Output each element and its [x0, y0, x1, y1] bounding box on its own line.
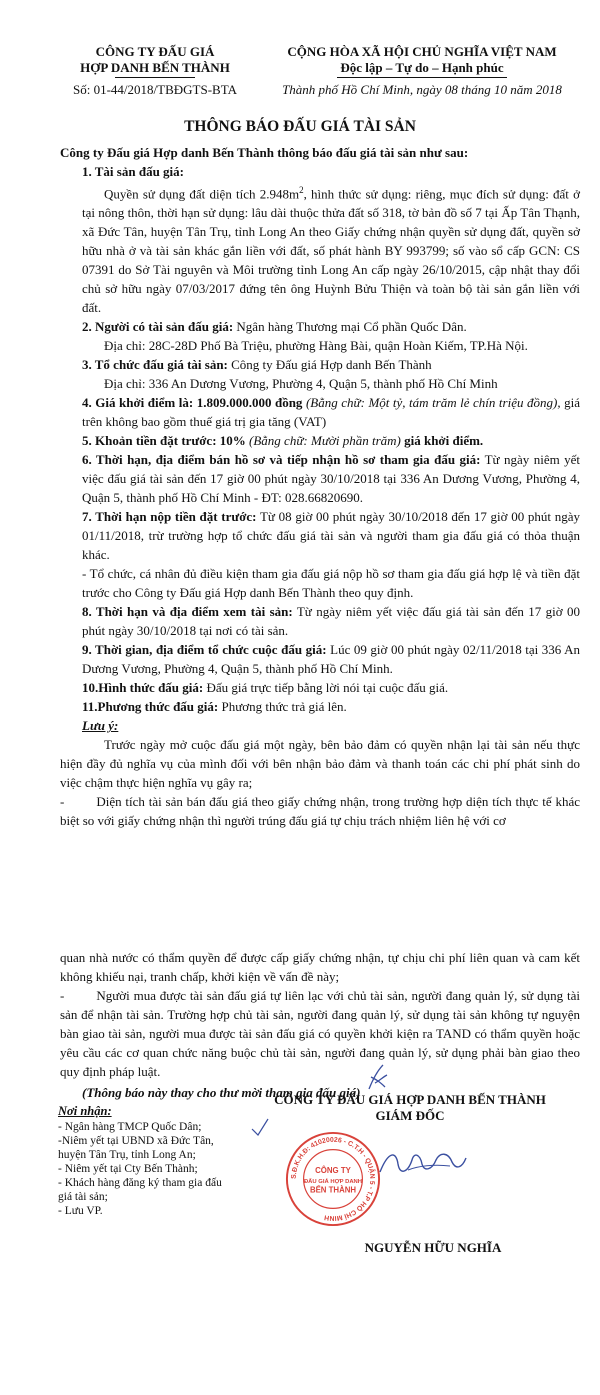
- director-signature: [378, 1142, 468, 1182]
- company-seal: [284, 1130, 382, 1228]
- item-5: 5. Khoản tiền đặt trước: 10% (Bằng chữ: Mười phần trăm) giá khởi điểm.: [82, 433, 484, 449]
- seal-center-line1: CÔNG TY: [315, 1166, 351, 1176]
- item-7-note: - Tổ chức, cá nhân đủ điều kiện tham gia đấu giá nộp hồ sơ tham gia đấu giá hợp lệ và tiền đặt trước cho Công ty Đấu giá Hợp danh Bến Thành theo quy định.: [82, 566, 580, 601]
- recipients-block: [58, 1104, 226, 1218]
- recipient-item: - Ngân hàng TMCP Quốc Dân;: [58, 1121, 202, 1133]
- document-title: THÔNG BÁO ĐẤU GIÁ TÀI SẢN: [184, 118, 416, 135]
- item-7: 7. Thời hạn nộp tiền đặt trước: Từ 08 giờ 00 phút ngày 30/10/2018 đến 17 giờ 00 phút ngày 01/11/2018, trừ trường hợp tổ chức đấu giá tài sản và người tham gia đấu giá có thỏa thuận khác.: [82, 509, 581, 563]
- initials-signature: [365, 1063, 389, 1093]
- issuer-name-line2: HỢP DANH BẾN THÀNH: [80, 60, 230, 75]
- motto-underline: [337, 77, 507, 78]
- signature-block: [230, 1092, 590, 1124]
- national-header: [262, 44, 582, 98]
- signing-company: CÔNG TY ĐẤU GIÁ HỢP DANH BẾN THÀNH: [274, 1092, 546, 1107]
- notice-body-continued: [60, 948, 580, 1102]
- item-2: 2. Người có tài sản đấu giá: Ngân hàng Thương mại Cổ phần Quốc Dân.: [82, 319, 467, 335]
- recipient-item: - Lưu VP.: [58, 1205, 103, 1217]
- item-3: 3. Tổ chức đấu giá tài sản: Công ty Đấu giá Hợp danh Bến Thành: [82, 357, 432, 373]
- item-3-address: Địa chỉ: 336 An Dương Vương, Phường 4, Quận 5, thành phố Hồ Chí Minh: [104, 376, 498, 392]
- item-1-label: 1. Tài sản đấu giá:: [82, 164, 184, 179]
- item-1-text: Quyền sử dụng đất diện tích $2.948m^2$, hình thức sử dụng: riêng, mục đích sử dụng: đất ở tại nông thôn, thời hạn sử dụng: lâu dài thuộc thửa đất số 318, tờ bản đồ số 7 tại Ấp Tân Thạnh, xã Đức Tân, huyện Tân Trụ, tỉnh Long An theo Giấy chứng nhận quyền sử dụng đất, quyền sở hữu nhà ở và tài sản khác gắn liền với đất, số phát hành BY 993799; số vào sổ cấp GCN: CS 07391 do Sở Tài nguyên và Môi trường tỉnh Long An cấp ngày 26/10/2015, cập nhật thay đổi chủ sở hữu ngày 07/03/2017 đứng tên ông Huỳnh Bửu Thiện và toàn bộ tài sản gắn liền với đất.: [82, 185, 580, 316]
- item-6: 6. Thời hạn, địa điểm bán hồ sơ và tiếp nhận hồ sơ tham gia đấu giá: Từ ngày niêm yết việc đấu giá tài sản đến 17 giờ 00 phút ngày 30/10/2018 tại 336 An Dương Vương, Phường 4, Quận 5, thành phố Hồ Chí Minh - ĐT: 028.66820690.: [82, 452, 581, 506]
- note-2-continued: quan nhà nước có thẩm quyền để được cấp giấy chứng nhận, tự chịu chi phí liên quan và cam kết không khiếu nại, tranh chấp, khởi kiện về vấn đề này;: [60, 950, 580, 984]
- item-2-address: Địa chỉ: 28C-28D Phố Bà Triệu, phường Hàng Bài, quận Hoàn Kiếm, TP.Hà Nội.: [104, 338, 528, 354]
- notice-body: [60, 143, 580, 830]
- issuer-block: [40, 44, 270, 98]
- note-3: - Người mua được tài sản đấu giá tự liên lạc với chủ tài sản, người đang quản lý, sử dụng tài sản để nhận tài sản. Trường hợp chủ tài sản, người đang quản lý, sử dụng tài sản không tự nguyện bàn giao tài sản, người mua được tài sản đấu giá có quyền khởi kiện ra TAND có thẩm quyền hoặc yêu cầu các cơ quan chức năng buộc chủ tài sản, người đang quản lý, sử dụng phải bàn giao theo quy định pháp luật.: [60, 988, 580, 1079]
- item-8: 8. Thời hạn và địa điểm xem tài sản: Từ ngày niêm yết việc đấu giá tài sản đến 17 giờ 00 phút ngày 30/10/2018 tại nơi có tài sản.: [82, 604, 580, 639]
- recipients-label: Nơi nhận:: [58, 1104, 112, 1118]
- signer-name: NGUYỄN HỮU NGHĨA: [364, 1240, 502, 1255]
- replacement-note: (Thông báo này thay cho thư mời tham gia đấu giá): [82, 1085, 361, 1100]
- place-date: Thành phố Hồ Chí Minh, ngày 08 tháng 10 năm 2018: [282, 82, 562, 97]
- item-9: 9. Thời gian, địa điểm tổ chức cuộc đấu giá: Lúc 09 giờ 00 phút ngày 02/11/2018 tại 336 An Dương Vương, Phường 4, Quận 5, thành phố Hồ Chí Minh.: [82, 642, 580, 677]
- signer-position: GIÁM ĐỐC: [375, 1108, 445, 1123]
- recipient-item: -Niêm yết tại UBND xã Đức Tân, huyện Tân Trụ, tỉnh Long An;: [58, 1135, 214, 1161]
- recipient-item: - Khách hàng đăng ký tham gia đấu giá tài sản;: [58, 1177, 222, 1203]
- national-motto: Độc lập – Tự do – Hạnh phúc: [340, 60, 504, 75]
- note-2: - Diện tích tài sản bán đấu giá theo giấy chứng nhận, trong trường hợp diện tích thực tế khác biệt so với giấy chứng nhận thì người trúng đấu giá tự chịu trách nhiệm liên hệ với cơ: [60, 794, 580, 829]
- seal-center-line2: ĐẤU GIÁ HỢP DANH: [303, 1178, 363, 1185]
- check-mark-icon: [250, 1117, 270, 1137]
- recipient-item: - Niêm yết tại Cty Bến Thành;: [58, 1163, 198, 1175]
- notes-label: Lưu ý:: [82, 718, 119, 734]
- note-1: Trước ngày mở cuộc đấu giá một ngày, bên bảo đảm có quyền nhận lại tài sản nếu thực hiện đầy đủ nghĩa vụ của mình đối với bên nhận bảo đảm và thanh toán các chi phí phát sinh do việc chậm thực hiện nghĩa vụ gây ra;: [60, 737, 580, 791]
- item-11: 11.Phương thức đấu giá: Phương thức trả giá lên.: [82, 699, 347, 715]
- nation-name: CỘNG HÒA XÃ HỘI CHỦ NGHĨA VIỆT NAM: [287, 44, 557, 59]
- item-10: 10.Hình thức đấu giá: Đấu giá trực tiếp bằng lời nói tại cuộc đấu giá.: [82, 680, 449, 696]
- seal-ring-text: S.Đ.K.H.Đ: 41020026 - C.T.H - QUẬN 5 - T.P HỒ CHÍ MINH: [290, 1136, 376, 1222]
- seal-center-line3: BẾN THÀNH: [309, 1185, 357, 1195]
- intro-line: Công ty Đấu giá Hợp danh Bến Thành thông báo đấu giá tài sản như sau:: [60, 145, 469, 160]
- issuer-underline: [115, 77, 195, 78]
- issuer-name-line1: CÔNG TY ĐẤU GIÁ: [95, 44, 215, 59]
- item-4: 4. Giá khởi điểm là: 1.809.000.000 đồng (Bằng chữ: Một tỷ, tám trăm lẻ chín triệu đồng), giá trên không bao gồm thuế giá trị gia tăng (VAT): [82, 395, 580, 430]
- document-number: Số: 01-44/2018/TBĐGTS-BTA: [73, 82, 237, 97]
